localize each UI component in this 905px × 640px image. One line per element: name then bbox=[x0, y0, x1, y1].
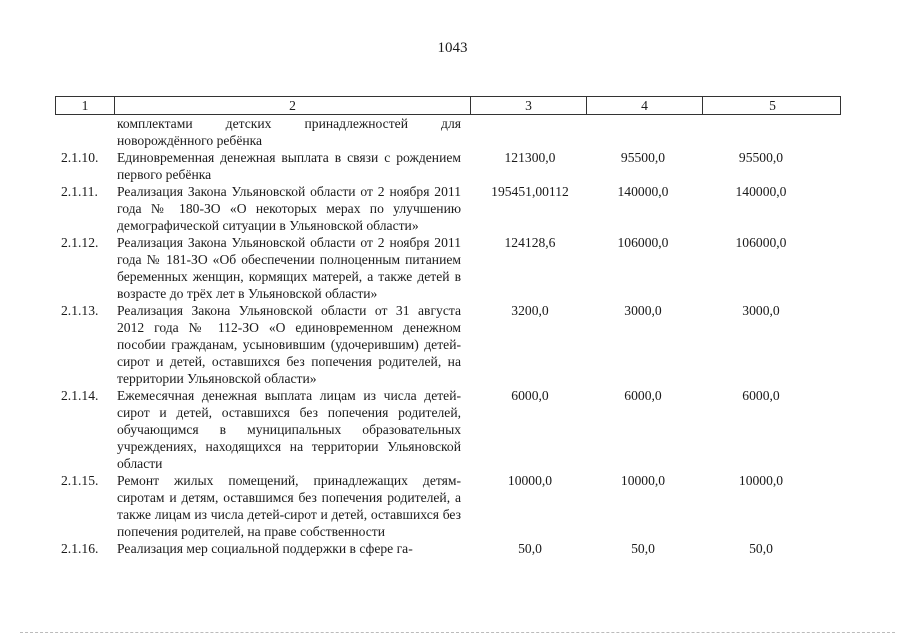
row-value-col5: 50,0 bbox=[749, 541, 773, 556]
table-row bbox=[55, 149, 841, 183]
header-col-4: 4 bbox=[586, 97, 702, 114]
table-row bbox=[55, 183, 841, 234]
row-value-col4: 95500,0 bbox=[620, 150, 666, 165]
row-value-col3: 3200,0 bbox=[511, 303, 549, 318]
header-col-3: 3 bbox=[470, 97, 586, 114]
row-number: 2.1.10. bbox=[61, 150, 99, 165]
row-number: 2.1.13. bbox=[61, 303, 99, 318]
row-value-col3: 50,0 bbox=[518, 541, 542, 556]
budget-table bbox=[55, 96, 841, 557]
row-description: Ежемесячная денежная выплата лицам из числа детей-сирот и детей, оставшихся без попечения родителей, обучающимся в муниципальных образовательных учреждениях, находящихся на территории Ульяновской области bbox=[117, 388, 461, 471]
header-col-5: 5 bbox=[702, 97, 842, 114]
row-description: Реализация Закона Ульяновской области от 2 ноября 2011 года № 180-ЗО «О некоторых мерах по улучшению демографической ситуации в Ульяновской области» bbox=[117, 184, 461, 233]
table-row bbox=[55, 472, 841, 540]
table-row bbox=[55, 387, 841, 472]
row-number: 2.1.14. bbox=[61, 388, 99, 403]
row-number: 2.1.12. bbox=[61, 235, 99, 250]
table-header bbox=[55, 96, 841, 115]
row-value-col5: 95500,0 bbox=[738, 150, 784, 165]
row-value-col3: 195451,00112 bbox=[491, 184, 569, 199]
row-value-col3: 124128,6 bbox=[504, 235, 556, 250]
continuation-text: комплектами детских принадлежностей для новорождённого ребёнка bbox=[117, 116, 461, 148]
row-value-col4: 6000,0 bbox=[624, 388, 662, 403]
row-number: 2.1.11. bbox=[61, 184, 98, 199]
table-row bbox=[55, 302, 841, 387]
row-value-col5: 3000,0 bbox=[742, 303, 780, 318]
row-number: 2.1.16. bbox=[61, 541, 99, 556]
row-number: 2.1.15. bbox=[61, 473, 99, 488]
row-description: Единовременная денежная выплата в связи с рождением первого ребёнка bbox=[117, 150, 461, 182]
row-value-col4: 3000,0 bbox=[624, 303, 662, 318]
row-description: Реализация Закона Ульяновской области от 2 ноября 2011 года № 181-ЗО «Об обеспечении полноценным питанием беременных женщин, кормящих матерей, а также детей в возрасте до трёх лет в Ульяновской области» bbox=[117, 235, 461, 301]
table-row bbox=[55, 540, 841, 557]
row-value-col4: 106000,0 bbox=[617, 235, 669, 250]
row-description: Реализация мер социальной поддержки в сфере га- bbox=[117, 541, 413, 556]
row-value-col5: 106000,0 bbox=[735, 235, 787, 250]
row-value-col3: 6000,0 bbox=[511, 388, 549, 403]
row-value-col5: 10000,0 bbox=[738, 473, 784, 488]
row-value-col4: 10000,0 bbox=[620, 473, 666, 488]
row-value-col4: 140000,0 bbox=[617, 184, 669, 199]
table-row bbox=[55, 234, 841, 302]
header-col-2: 2 bbox=[114, 97, 470, 114]
table-row-continuation bbox=[55, 115, 841, 149]
row-value-col3: 121300,0 bbox=[504, 150, 556, 165]
row-value-col3: 10000,0 bbox=[507, 473, 553, 488]
row-value-col5: 6000,0 bbox=[742, 388, 780, 403]
row-description: Ремонт жилых помещений, принадлежащих детям-сиротам и детям, оставшимся без попечения родителей, а также лицам из числа детей-сирот и детей, оставшихся без попечения родителей, на праве собственности bbox=[117, 473, 461, 539]
header-col-1: 1 bbox=[81, 98, 89, 113]
row-value-col4: 50,0 bbox=[631, 541, 655, 556]
row-value-col5: 140000,0 bbox=[735, 184, 787, 199]
page-number: 1043 bbox=[437, 40, 468, 56]
row-description: Реализация Закона Ульяновской области от 31 августа 2012 года № 112-ЗО «О единовременном денежном пособии гражданам, усыновившим (удочерившим) детей-сирот и детей, оставшихся без попечения родителей, на территории Ульяновской области» bbox=[117, 303, 461, 386]
scan-edge-line bbox=[20, 632, 895, 633]
